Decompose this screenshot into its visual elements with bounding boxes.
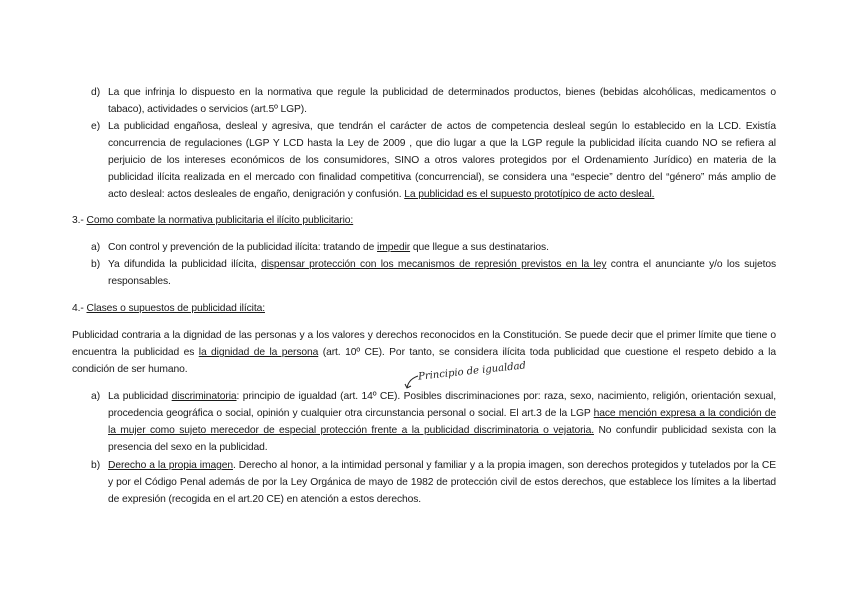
section-4-intro-post: (art. 10º CE). Por tanto, se considera ilícita toda publicidad que cuestione el respeto debido a la condición de ser humano.: [72, 347, 776, 376]
list-marker-4b: b): [91, 460, 101, 471]
handwritten-note: Principio de igualdad: [417, 360, 527, 383]
section-4-intro-underlined: la dignidad de la persona: [198, 347, 319, 359]
section-3-number: 3.-: [72, 215, 84, 226]
list-item-4a-pre: La publicidad: [108, 391, 169, 402]
list-item-3a: [108, 239, 776, 256]
list-item-e-underlined: La publicidad es el supuesto prototípico de acto desleal.: [404, 189, 655, 201]
list-item-4a-underlined-1: discriminatoria: [171, 391, 237, 402]
section-4-title: Clases o supuestos de publicidad ilícita:: [86, 303, 265, 314]
section-4-intro-pre: Publicidad contraria a la dignidad de las personas y a los valores y derechos reconocidos en la Constitución. Se puede decir que el primer límite que tiene o encuentra la publicidad es: [72, 330, 776, 359]
list-item-3b-pre: Ya difundida la publicidad ilícita,: [108, 259, 257, 270]
section-4-heading: [72, 300, 776, 317]
list-item-4b-underlined: Derecho a la propia imagen: [108, 460, 233, 471]
list-item-4a-underlined-2: hace mención expresa a la condición de la mujer como sujeto merecedor de especial protección frente a la publicidad discriminatoria o vejatoria.: [108, 408, 776, 437]
list-item-d-text: La que infrinja lo dispuesto en la normativa que regule la publicidad de determinados productos, bienes (bebidas alcohólicas, medicamentos o tabaco), actividades o servicios (art.5º LGP).: [108, 87, 776, 116]
list-marker-3b: b): [91, 259, 101, 270]
list-item-4b-post: . Derecho al honor, a la intimidad personal y familiar y a la propia imagen, son derechos protegidos y tutelados por la CE y por el Código Penal además de por la Ley Orgánica de mayo de 1982 de protección civil de estos derechos, que establece los límites a la libertad de expresión (recogida en el art.20 CE) en atención a estos derechos.: [108, 460, 776, 506]
list-marker-4a: a): [91, 391, 101, 402]
section-3-heading: [72, 212, 776, 229]
section-4-number: 4.-: [72, 303, 84, 314]
list-item-3a-underlined: impedir: [377, 242, 411, 253]
list-item-3a-pre: Con control y prevención de la publicidad ilícita: tratando de: [108, 242, 375, 253]
list-marker-d: d): [91, 87, 101, 98]
list-item-e: [108, 118, 776, 203]
list-item-4a: [108, 388, 776, 456]
list-item-3b-post: contra el anunciante y/o los sujetos responsables.: [108, 259, 777, 288]
list-item-3b: [108, 256, 776, 290]
list-item-4b: [108, 457, 776, 508]
list-marker-3a: a): [91, 242, 101, 253]
list-item-4a-post: No confundir publicidad sexista con la presencia del sexo en la publicidad.: [108, 425, 776, 454]
list-item-3a-post: que llegue a sus destinatarios.: [412, 242, 549, 253]
list-item-e-text: La publicidad engañosa, desleal y agresiva, que tendrán el carácter de actos de competencia desleal según lo establecido en la LCD. Existía concurrencia de regulaciones (LGP Y LCD hasta la Ley de 2009 , que dio lugar a que la LGP regule la publicidad ilícita cuando NO se refiera al perjuicio de los intereses económicos de los consumidores, SINO a otros valores protegidos por el Ordenamiento Jurídico) en materia de la publicidad ilícita realizada en el mercado con finalidad competitiva (concurrencial), se considera una “especie” dentro del “género” más amplio de acto desleal: actos desleales de engaño, denigración y confusión.: [108, 121, 776, 201]
list-item-d: [108, 84, 776, 118]
list-item-3b-underlined: dispensar protección con los mecanismos de represión previstos en la ley: [261, 259, 607, 270]
section-3-title: Como combate la normativa publicitaria el ilícito publicitario:: [86, 215, 354, 226]
list-marker-e: e): [91, 121, 101, 132]
list-item-4a-mid: : principio de igualdad (art. 14º CE). Posibles discriminaciones por: raza, sexo, nacimiento, religión, orientación sexual, procedencia geográfica o social, opinión y cualquier otra circunstancia personal o social. El art.3 de la LGP: [108, 391, 776, 420]
